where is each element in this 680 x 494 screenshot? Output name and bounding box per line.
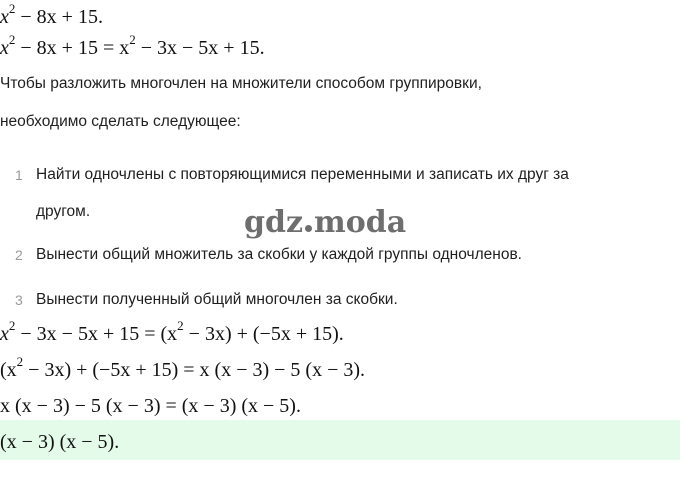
solution-step-2: $(x^2 - 3x) + (-5x + 15) = x$ (x − 3) − 5 (x − 3). (0, 354, 366, 381)
list-item-text: Вынести общий множитель за скобки у каждой группы одночленов. (36, 246, 522, 263)
watermark-dot-icon (305, 225, 312, 232)
intro-line-1: Чтобы разложить многочлен на множители способом группировки, (0, 75, 482, 92)
solution-step-3: x (x − 3) − 5 (x − 3) = (x − 3) (x − 5). (0, 395, 301, 417)
list-item-number: 2 (15, 247, 23, 263)
list-item-text: Вынести полученный общий многочлен за скобки. (36, 291, 398, 308)
list-item-number: 3 (15, 292, 23, 308)
list-item-text-cont: другом. (36, 203, 91, 220)
solution-step-1: $x^2 - 3x - 5x + 15 = (x^2 - 3x) + (-5x + 15)$. (0, 318, 344, 345)
list-item-text: Найти одночлены с повторяющимися переменными и записать их друг за (36, 166, 569, 183)
expression-line-1: $x^2 - 8x + 15$. (0, 1, 103, 28)
watermark-logo: gdz moda (244, 205, 407, 240)
list-item-number: 1 (15, 167, 23, 183)
expression-line-2: $x^2 - 8x + 15 = x^2 - 3x - 5x + 15$. (0, 32, 265, 59)
final-answer: (x − 3) (x − 5). (0, 431, 120, 453)
intro-line-2: необходимо сделать следующее: (0, 113, 241, 130)
